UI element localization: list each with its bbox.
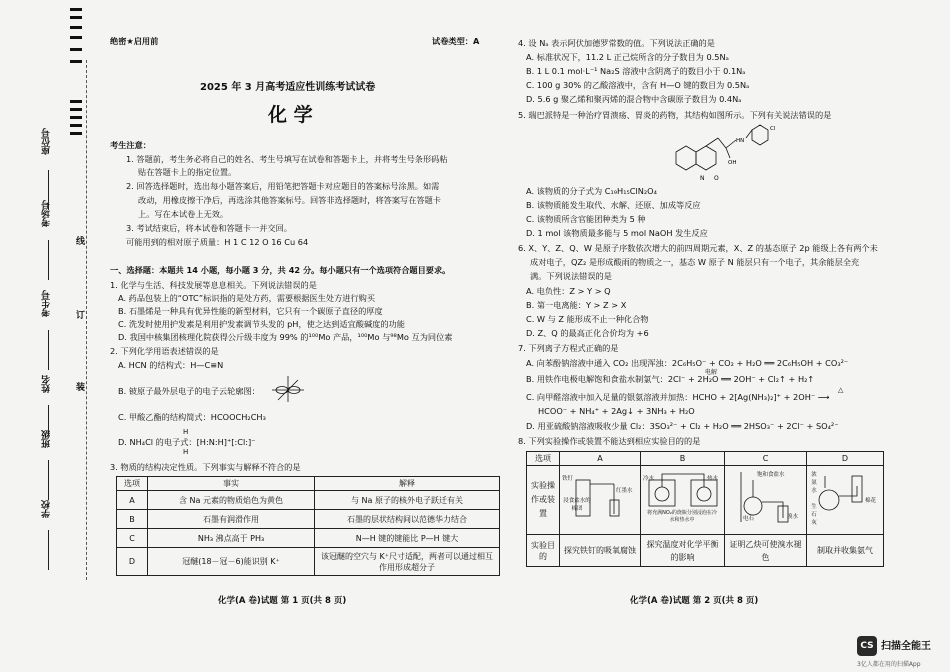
table-cell: 石墨的层状结构间以范德华力结合 — [315, 510, 500, 529]
svg-text:HN: HN — [736, 138, 745, 144]
table-cell: C — [117, 529, 148, 548]
question-stem-cont: 成对电子，QZ₂ 是形成酸雨的物质之一，基态 W 原子 N 能层只有一个电子，其余能层全充 — [530, 257, 860, 267]
scan-mark — [70, 108, 82, 111]
apparatus-label: 红墨水 — [616, 488, 633, 494]
fill-line — [48, 530, 49, 570]
notice-title: 考生注意： — [110, 140, 151, 150]
option: A. 电负性：Z > Y > Q — [526, 286, 611, 296]
scan-mark — [70, 124, 82, 127]
section-heading: 一、选择题：本题共 14 小题，每小题 3 分，共 42 分。每小题只有一个选项符合题目要求。 — [110, 265, 451, 275]
svg-text:O: O — [714, 175, 719, 182]
table-cell: 该冠醚的空穴与 K⁺尺寸适配，两者可以通过相互作用形成超分子 — [315, 548, 500, 576]
binding-label: 班级 — [42, 430, 52, 448]
question-stem: 4. 设 Nₐ 表示阿伏加德罗常数的值。下列说法正确的是 — [518, 38, 715, 48]
option: B. 第一电离能：Y > Z > X — [526, 300, 627, 310]
table-header: 选项 — [117, 477, 148, 491]
table-cell: 证明乙炔可使溴水褪色 — [725, 535, 807, 567]
option-cont: HCOO⁻ + NH₄⁺ + 2Ag↓ + 3NH₃ + H₂O — [538, 406, 695, 416]
svg-text:N: N — [700, 175, 705, 182]
option: D. Z、Q 的最高正化合价均为 +6 — [526, 328, 649, 338]
binding-label: 姓名 — [42, 375, 52, 393]
scan-mark — [70, 116, 82, 119]
notice-line: 1. 答题前，考生务必将自己的姓名、考生号填写在试卷和答题卡上，并将考生号条形码粘 — [126, 154, 448, 164]
option: C. 向甲醛溶液中加入足量的银氨溶液并加热：HCHO + 2[Ag(NH₃)₂]⁺ + 2OH⁻ ⟶ — [526, 392, 830, 402]
question-stem: 8. 下列实验操作或装置不能达到相应实验目的的是 — [518, 436, 701, 446]
q8-table — [526, 451, 884, 567]
apparatus-label: 将充满NO₂的烧瓶分别浸泡在冷水和热水中 — [647, 510, 717, 523]
apparatus-label: 浓氨水 — [811, 472, 817, 494]
electron-dot-h: H — [183, 428, 189, 436]
option: A. 该物质的分子式为 C₁₉H₁₅ClN₂O₄ — [526, 186, 657, 196]
table-cell: D — [117, 548, 148, 576]
option: C. 洗发时使用护发素是利用护发素调节头发的 pH，使之达到适宜酸碱度的功能 — [118, 319, 405, 329]
table-header: B — [641, 452, 725, 466]
table-cell: 探究温度对化学平衡的影响 — [641, 535, 725, 567]
cut-word: 线 — [76, 237, 86, 247]
option: B. 1 L 0.1 mol·L⁻¹ Na₂S 溶液中含阴离子的数目小于 0.1Nₐ — [526, 66, 746, 76]
subject-title: 化 学 — [268, 104, 313, 126]
scan-mark — [70, 16, 82, 19]
option: B. 石墨烯是一种具有优异性能的新型材料，它只有一个碳原子直径的厚度 — [118, 306, 383, 316]
page-footer: 化学(A 卷)试题 第 2 页(共 8 页) — [630, 596, 759, 606]
scanner-tagline: 3亿人都在用的扫描App — [857, 661, 921, 668]
option: C. 该物质所含官能团种类为 5 种 — [526, 214, 646, 224]
apparatus-c — [725, 466, 807, 535]
heat-mark: △ — [838, 386, 844, 394]
table-cell: 探究铁钉的吸氧腐蚀 — [560, 535, 641, 567]
table-cell: 含 Na 元素的物质焰色为黄色 — [148, 491, 315, 510]
binding-margin — [0, 0, 100, 672]
question-stem-cont: 满。下列说法错误的是 — [530, 271, 612, 281]
apparatus-label: 浸食盐水的棉团 — [563, 498, 591, 512]
table-cell: N—H 键的键能比 P—H 键大 — [315, 529, 500, 548]
apparatus-label: 棉花 — [865, 498, 877, 504]
notice-line: 3. 考试结束后，将本试卷和答题卡一并交回。 — [126, 223, 292, 233]
option: C. 100 g 30% 的乙酸溶液中，含有 H—O 键的数目为 0.5Nₐ — [526, 80, 750, 90]
apparatus-label: 生石灰 — [811, 504, 817, 526]
option: D. 5.6 g 聚乙烯和聚丙烯的混合物中含碳原子数目为 0.4Nₐ — [526, 94, 742, 104]
table-cell: 冠醚(18－冠－6)能识别 K⁺ — [148, 548, 315, 576]
scan-mark — [70, 132, 82, 135]
scan-mark — [70, 8, 82, 11]
question-stem: 5. 瑞巴派特是一种治疗胃溃疡、胃炎的药物，其结构如图所示。下列有关说法错误的是 — [518, 110, 832, 120]
binding-label: 学校 — [42, 500, 52, 518]
cut-line — [86, 60, 87, 580]
scan-mark — [70, 60, 82, 63]
question-stem: 1. 化学与生活、科技发展等息息相关。下列说法错误的是 — [110, 280, 317, 290]
binding-label: 考生号 — [42, 290, 52, 317]
question-stem: 2. 下列化学用语表述错误的是 — [110, 346, 219, 356]
table-header: 解释 — [315, 477, 500, 491]
p-orbital-diagram — [270, 374, 306, 404]
question-stem: 7. 下列离子方程式正确的是 — [518, 343, 619, 353]
apparatus-label: 电石 — [743, 516, 755, 522]
scanner-name: 扫描全能王 — [881, 641, 931, 652]
table-cell: A — [117, 491, 148, 510]
table-header: C — [725, 452, 807, 466]
apparatus-b — [641, 466, 725, 535]
table-cell: B — [117, 510, 148, 529]
table-header: 事实 — [148, 477, 315, 491]
option: D. 用亚硫酸钠溶液吸收少量 Cl₂：3SO₃²⁻ + Cl₂ + H₂O ══ 2HSO₃⁻ + 2Cl⁻ + SO₄²⁻ — [526, 421, 839, 431]
notice-line: 贴在答题卡上的指定位置。 — [138, 167, 237, 177]
rebamipide-structure — [660, 122, 780, 184]
secret-label: 绝密★启用前 — [110, 36, 159, 46]
apparatus-label: 溴水 — [787, 514, 799, 520]
option: D. NH₄Cl 的电子式：[H:N:H]⁺[:Cl:]⁻ — [118, 437, 256, 447]
table-header: 选项 — [527, 452, 560, 466]
option: A. 向苯酚钠溶液中通入 CO₂ 出现浑浊：2C₆H₅O⁻ + CO₂ + H₂O ══ 2C₆H₅OH + CO₃²⁻ — [526, 358, 849, 368]
fill-line — [48, 240, 49, 280]
scan-mark — [70, 100, 82, 103]
notice-line: 2. 回答选择题时，选出每小题答案后，用铅笔把答题卡对应题目的答案标号涂黑。如需 — [126, 181, 440, 191]
svg-text:Cl: Cl — [770, 126, 776, 132]
binding-label: 座位号 — [42, 128, 52, 155]
scan-mark — [70, 48, 82, 51]
binding-label: 考场号 — [42, 200, 52, 227]
question-stem: 6. X、Y、Z、Q、W 是原子序数依次增大的前四周期元素，X、Z 的基态原子 2p 能级上各有两个未 — [518, 243, 878, 253]
table-cell: 与 Na 原子的核外电子跃迁有关 — [315, 491, 500, 510]
option: D. 我国中核集团核理化院获得公斤级丰度为 99% 的¹⁰⁰Mo 产品，¹⁰⁰Mo 与⁹⁸Mo 互为同位素 — [118, 332, 453, 342]
cut-word: 订 — [76, 311, 86, 321]
option: C. 甲酸乙酯的结构简式：HCOOCH₂CH₃ — [118, 412, 266, 422]
table-header: A — [560, 452, 641, 466]
page-footer: 化学(A 卷)试题 第 1 页(共 8 页) — [218, 596, 347, 606]
apparatus-label: 热水 — [707, 476, 719, 482]
apparatus-label: 铁钉 — [562, 476, 574, 482]
apparatus-label: 饱和食盐水 — [757, 472, 785, 478]
table-header: D — [807, 452, 884, 466]
notice-line: 改动，用橡皮擦干净后，再选涂其他答案标号。回答非选择题时，将答案写在答题卡 — [138, 195, 441, 205]
scan-mark — [70, 36, 82, 39]
option: C. W 与 Z 能形成不止一种化合物 — [526, 314, 649, 324]
table-cell: 石墨有润滑作用 — [148, 510, 315, 529]
apparatus-d — [807, 466, 884, 535]
scan-mark — [70, 26, 82, 29]
option: A. 药品包装上的“OTC”标识指的是处方药，需要根据医生处方进行购买 — [118, 293, 376, 303]
fill-line — [48, 460, 49, 500]
question-stem: 3. 物质的结构决定性质。下列事实与解释不符合的是 — [110, 462, 301, 472]
option: B. 铍原子最外层电子的电子云轮廓图： — [118, 386, 260, 396]
q3-table — [116, 476, 500, 576]
exam-title: 2025 年 3 月高考适应性训练考试试卷 — [200, 82, 376, 93]
option: A. HCN 的结构式：H—C≡N — [118, 360, 224, 370]
scanner-logo-icon: CS — [857, 636, 877, 656]
electrolysis-mark: 电解 — [705, 369, 718, 376]
option: D. 1 mol 该物质最多能与 5 mol NaOH 发生反应 — [526, 228, 708, 238]
option: B. 用铁作电极电解饱和食盐水制氯气：2Cl⁻ + 2H₂O ══ 2OH⁻ + Cl₂↑ + H₂↑ — [526, 374, 815, 384]
option: A. 标准状况下，11.2 L 正己烷所含的分子数目为 0.5Nₐ — [526, 52, 729, 62]
electron-dot-h: H — [183, 448, 189, 456]
cut-word: 装 — [76, 383, 86, 393]
svg-text:OH: OH — [728, 160, 737, 166]
atomic-masses: 可能用到的相对原子质量：H 1 C 12 O 16 Cu 64 — [126, 237, 309, 247]
apparatus-a — [560, 466, 641, 535]
table-cell: 制取并收集氨气 — [807, 535, 884, 567]
paper-type: 试卷类型：A — [432, 36, 480, 46]
notice-line: 上。写在本试卷上无效。 — [138, 209, 229, 219]
table-row-label: 实验目的 — [527, 535, 560, 567]
table-cell: NH₃ 沸点高于 PH₃ — [148, 529, 315, 548]
apparatus-label: 冷水 — [643, 476, 655, 482]
option: B. 该物质能发生取代、水解、还原、加成等反应 — [526, 200, 701, 210]
fill-line — [48, 330, 49, 370]
table-row-label: 实验操作或装置 — [527, 466, 560, 535]
